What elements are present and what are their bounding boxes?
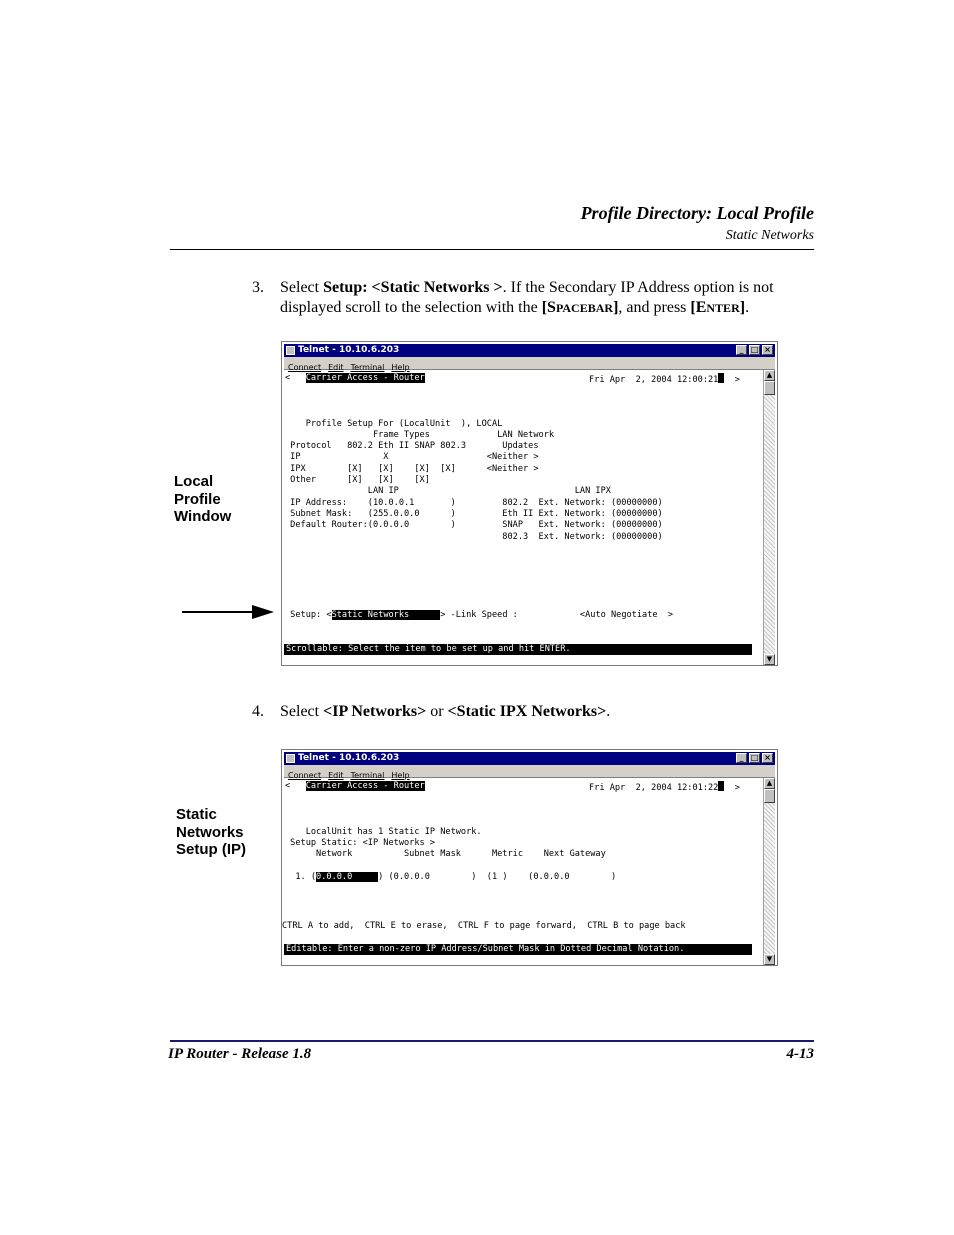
window-titlebar <box>284 752 775 765</box>
close-button[interactable]: × <box>762 753 773 763</box>
minimize-button[interactable]: _ <box>736 753 747 763</box>
terminal-datetime: Fri Apr 2, 2004 12:01:22 > <box>589 783 740 793</box>
close-button[interactable]: × <box>762 345 773 355</box>
step-4-text: Select <IP Networks> or <Static IPX Networks>. <box>280 703 611 720</box>
menu-connect[interactable]: Connect <box>288 771 322 780</box>
banner: Carrier Access - Router <box>305 373 425 383</box>
scroll-thumb[interactable] <box>764 789 775 803</box>
terminal-body: Profile Setup For (LocalUnit ), LOCAL Frame Types LAN Network Protocol 802.2 Eth II SNAP 802.3 Updates IP X <Neither > IPX [X] [X] [X] [X] <Neither > Other [X] [X] [X] LAN IP LAN IPX IP Address: (10.0.0.1 ) 802.2 Ext. Network: (00000000) Subnet Mask: (255.0.0.0 ) Eth II Ext. Network: (00000000) Default Router:(0.0.0.0 ) SNAP Ext. Network: (00000000) 802.3 Ext. Network: (00000000) <box>285 418 663 542</box>
network-address-field[interactable]: 0.0.0.0 <box>316 872 379 882</box>
telnet-app-icon <box>286 346 295 355</box>
scroll-up-button[interactable]: ▲ <box>764 778 775 789</box>
telnet-window-local-profile <box>281 341 778 666</box>
maximize-button[interactable]: □ <box>750 753 759 762</box>
callout-arrow <box>180 603 276 621</box>
terminal-body: LocalUnit has 1 Static IP Network. Setup Static: <IP Networks > Network Subnet Mask Metric Next Gateway <box>285 826 606 860</box>
terminal-datetime: Fri Apr 2, 2004 12:00:21 > <box>589 375 740 385</box>
scroll-thumb[interactable] <box>764 381 775 395</box>
telnet-app-icon <box>286 754 295 763</box>
step-3-line-2: displayed scroll to the selection with the [SPACEBAR], and press [ENTER]. <box>280 299 750 316</box>
network-row-1: 1. (0.0.0.0 ) (0.0.0.0 ) (1 ) (0.0.0.0 ) <box>285 872 617 882</box>
menu-terminal[interactable]: Terminal <box>350 771 385 780</box>
footer-document-title: IP Router - Release 1.8 <box>168 1046 312 1062</box>
terminal-banner-row: < Carrier Access - Router <box>285 781 425 791</box>
header-rule <box>170 249 814 250</box>
scroll-up-button[interactable]: ▲ <box>764 370 775 381</box>
page-header-subtitle: Static Networks <box>725 228 814 243</box>
setup-selection-field[interactable]: Static Networks <box>331 610 441 620</box>
terminal-status-bar: Editable: Enter a non-zero IP Address/Subnet Mask in Dotted Decimal Notation. <box>284 944 752 955</box>
menu-help[interactable]: Help <box>391 363 410 372</box>
menu-bar <box>284 765 775 778</box>
callout-local-profile-window: Local Profile Window <box>174 473 232 525</box>
menu-edit[interactable]: Edit <box>328 363 344 372</box>
step-4-number: 4. <box>252 703 264 720</box>
menu-bar <box>284 357 775 370</box>
page-header-title: Profile Directory: Local Profile <box>580 203 814 223</box>
footer-page-number: 4-13 <box>786 1046 814 1062</box>
text-cursor <box>718 373 724 383</box>
menu-connect[interactable]: Connect <box>288 363 322 372</box>
step-3-line-1: Select Setup: <Static Networks >. If the Secondary IP Address option is not <box>280 279 774 296</box>
step-3-number: 3. <box>252 279 264 296</box>
scroll-down-button[interactable]: ▼ <box>764 954 775 965</box>
text-cursor <box>718 781 724 791</box>
banner: Carrier Access - Router <box>305 781 425 791</box>
telnet-window-static-networks <box>281 749 778 966</box>
terminal-status-bar: Scrollable: Select the item to be set up and hit ENTER. <box>284 644 752 655</box>
window-title: Telnet - 10.10.6.203 <box>298 753 400 763</box>
setup-row: Setup: <Static Networks > -Link Speed : <Auto Negotiate > <box>285 610 674 620</box>
callout-static-networks-setup: Static Networks Setup (IP) <box>176 806 246 858</box>
menu-edit[interactable]: Edit <box>328 771 344 780</box>
scroll-down-button[interactable]: ▼ <box>764 654 775 665</box>
minimize-button[interactable]: _ <box>736 345 747 355</box>
terminal-banner-row: < Carrier Access - Router <box>285 373 425 383</box>
maximize-button[interactable]: □ <box>750 345 759 354</box>
menu-help[interactable]: Help <box>391 771 410 780</box>
footer-rule <box>170 1040 814 1042</box>
keyboard-hint: CTRL A to add, CTRL E to erase, CTRL F to page forward, CTRL B to page back <box>282 921 686 931</box>
window-title: Telnet - 10.10.6.203 <box>298 345 400 355</box>
vertical-scrollbar[interactable] <box>763 370 775 665</box>
window-titlebar <box>284 344 775 357</box>
vertical-scrollbar[interactable] <box>763 778 775 965</box>
menu-terminal[interactable]: Terminal <box>350 363 385 372</box>
